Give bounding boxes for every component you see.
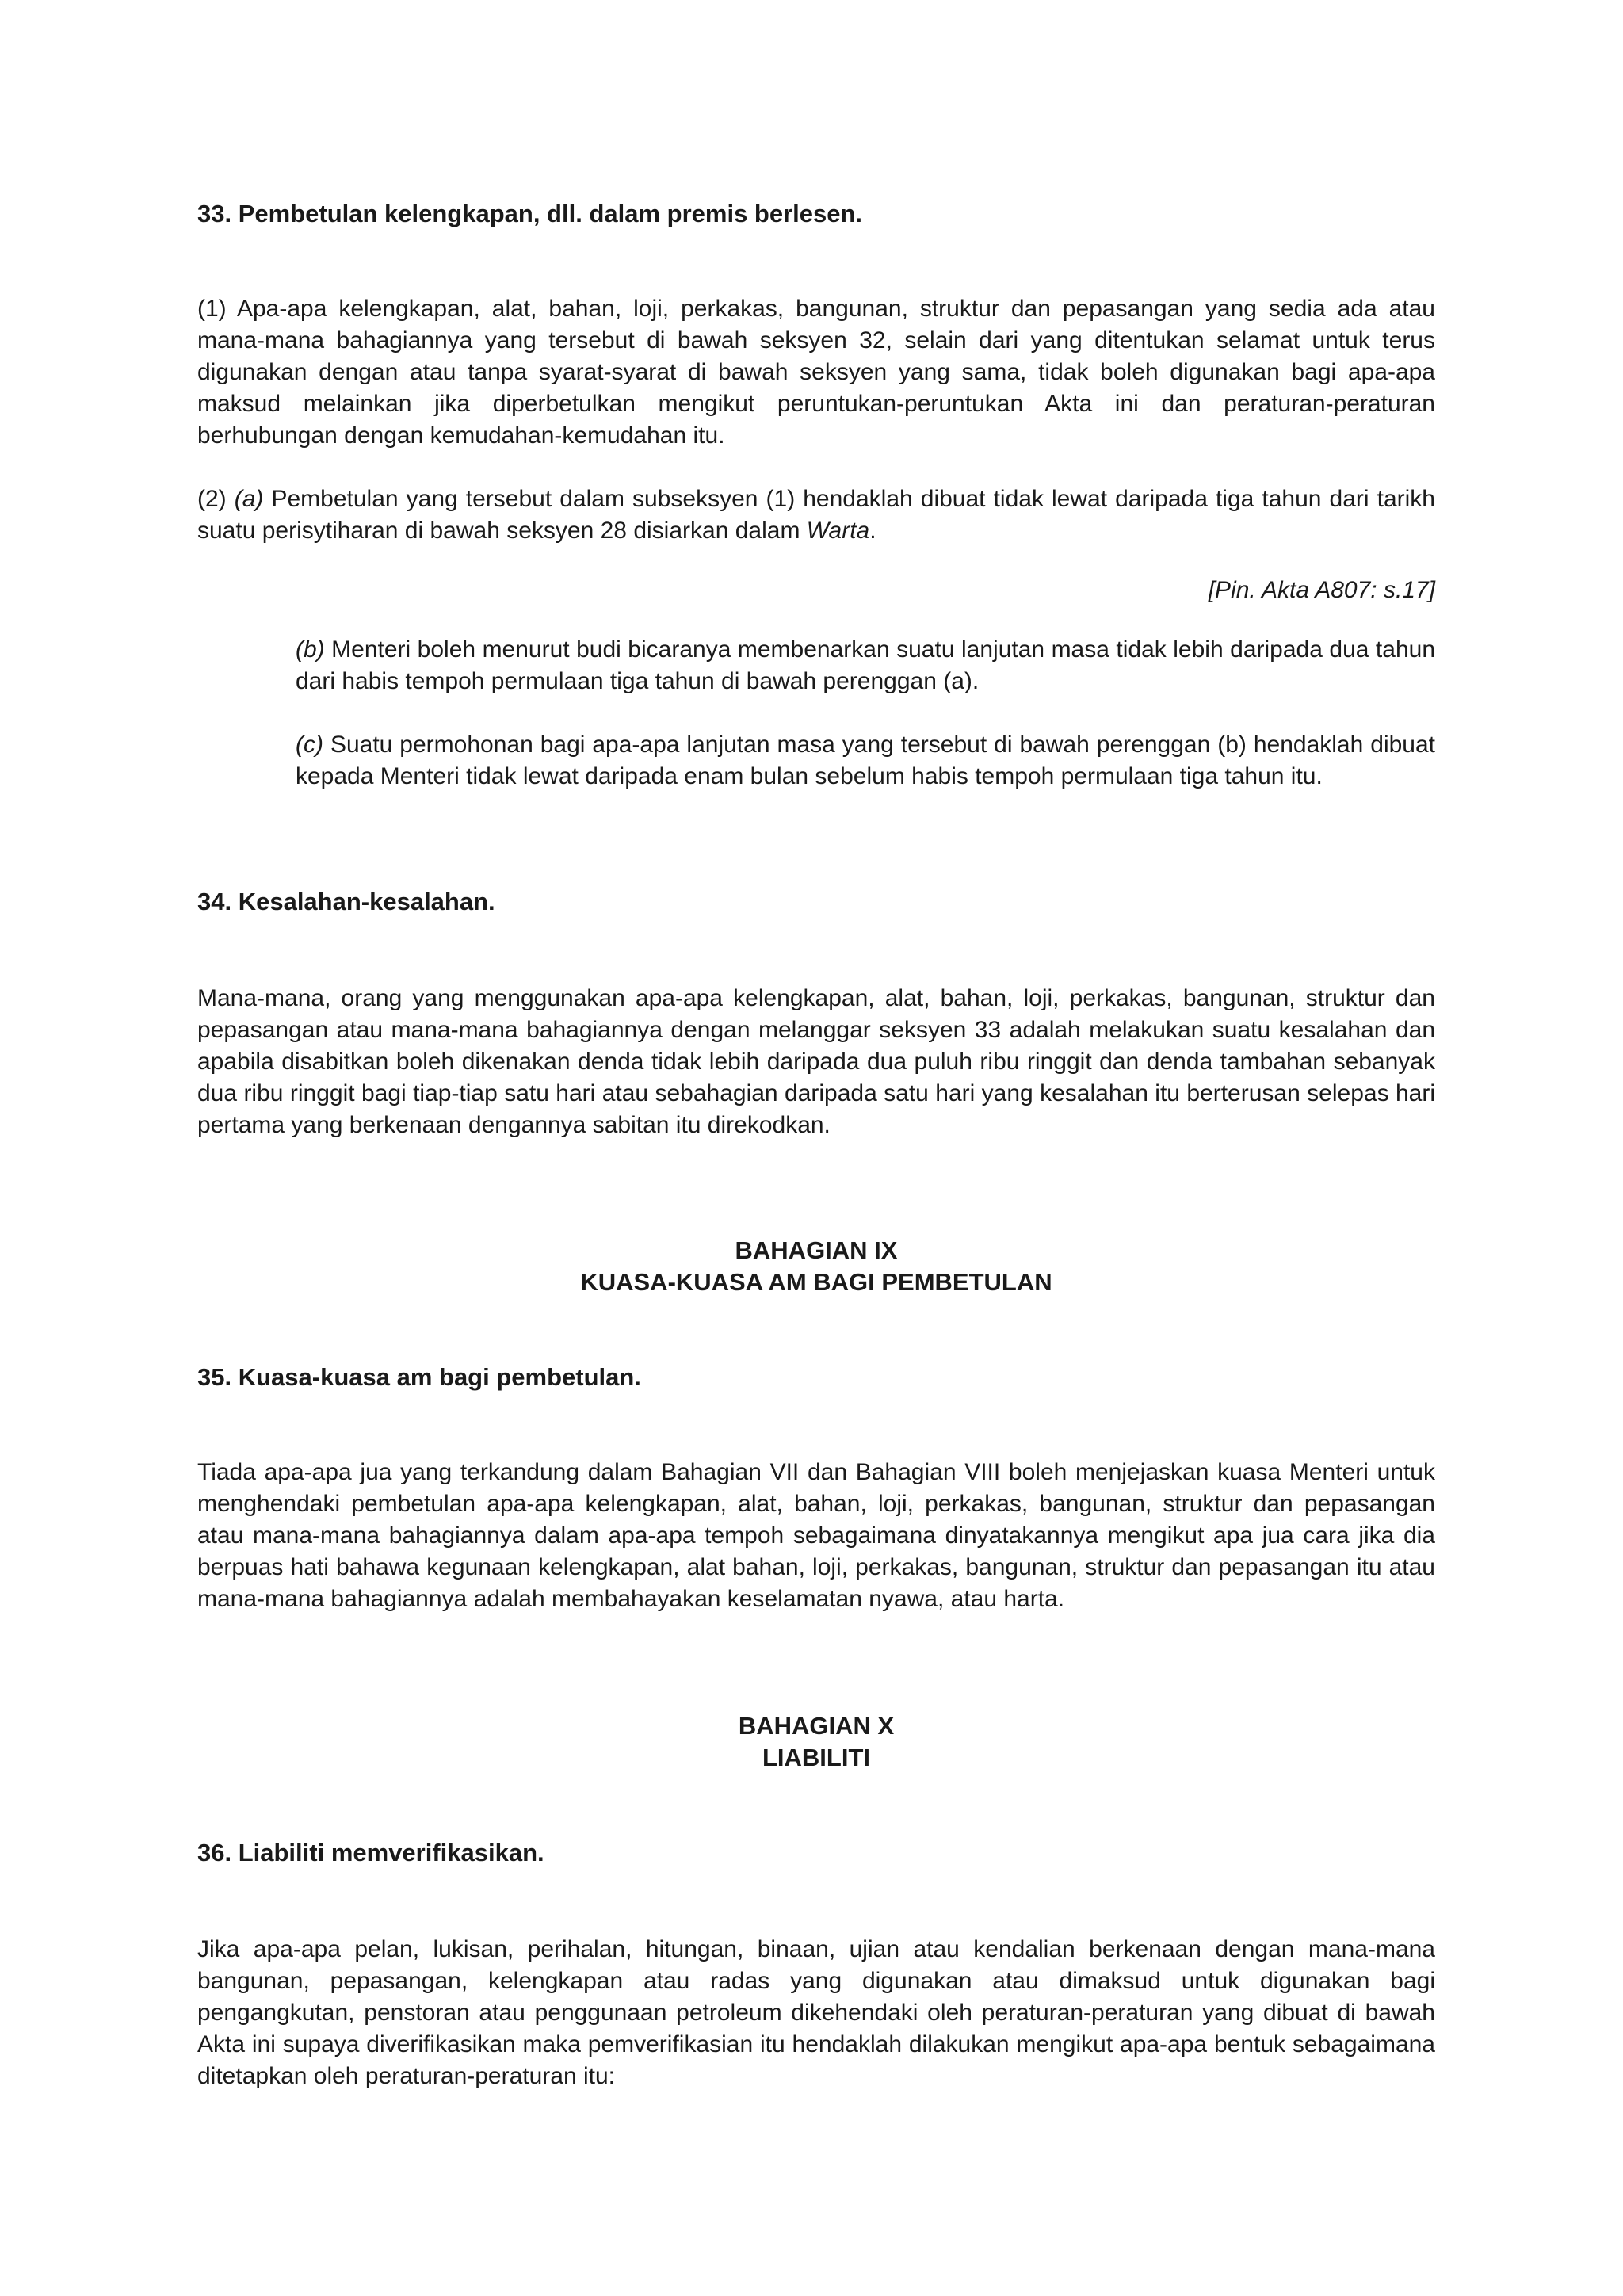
part-9-number: BAHAGIAN IX (735, 1236, 898, 1264)
warta-term: Warta (806, 518, 870, 544)
part-9-title (197, 1235, 1435, 1298)
paragraph-c-text: Suatu permohonan bagi apa-apa lanjutan masa yang tersebut di bawah perenggan (b) hendaklah dibuat kepada Menteri tidak lewat daripada enam bulan sebelum habis tempoh permulaan tiga tahun itu. (296, 732, 1435, 789)
section-35-heading: 35. Kuasa-kuasa am bagi pembetulan. (197, 1363, 641, 1391)
section-36-text: Jika apa-apa pelan, lukisan, perihalan, hitungan, binaan, ujian atau kendalian berkenaan dengan mana-mana bangunan, pepasangan, kelengkapan atau radas yang digunakan atau dimaksud untuk digunakan bagi pengangkutan, penstoran atau penggunaan petroleum dikehendaki oleh peraturan-peraturan yang dibuat di bawah Akta ini supaya diverifikasikan maka pemverifikasian itu hendaklah dilakukan mengikut apa-apa bentuk sebagaimana ditetapkan oleh peraturan-peraturan itu: (197, 1936, 1435, 2089)
document-page (197, 0, 1435, 2296)
section-33-paragraph-b (296, 634, 1435, 697)
paragraph-a-marker: (a) (234, 486, 264, 512)
section-33-subsection-2a (197, 483, 1435, 547)
section-34-text: Mana-mana, orang yang menggunakan apa-apa kelengkapan, alat, bahan, loji, perkakas, bangunan, struktur dan pepasangan atau mana-mana bahagiannya dengan melanggar seksyen 33 adalah melakukan suatu kesalahan dan apabila disabitkan boleh dikenakan denda tidak lebih daripada dua puluh ribu ringgit dan denda tambahan sebanyak dua ribu ringgit bagi tiap-tiap satu hari atau sebahagian daripada satu hari yang kesalahan itu berterusan selepas hari pertama yang berkenaan dengannya sabitan itu direkodkan. (197, 985, 1435, 1138)
paragraph-b-text: Menteri boleh menurut budi bicaranya membenarkan suatu lanjutan masa tidak lebih daripada dua tahun dari habis tempoh permulaan tiga tahun di bawah perenggan (a). (296, 636, 1435, 694)
section-34-heading: 34. Kesalahan-kesalahan. (197, 888, 495, 915)
part-9-name: KUASA-KUASA AM BAGI PEMBETULAN (580, 1268, 1052, 1296)
section-33-subsection-1: (1) Apa-apa kelengkapan, alat, bahan, loji, perkakas, bangunan, struktur dan pepasangan yang sedia ada atau mana-mana bahagiannya yang tersebut di bawah seksyen 32, selain dari yang ditentukan selamat untuk terus digunakan dengan atau tanpa syarat-syarat di bawah seksyen yang sama, tidak boleh digunakan bagi apa-apa maksud melainkan jika diperbetulkan mengikut peruntukan-peruntukan Akta ini dan peraturan-peraturan berhubungan dengan kemudahan-kemudahan itu. (197, 296, 1435, 449)
section-33-heading: 33. Pembetulan kelengkapan, dll. dalam premis berlesen. (197, 200, 863, 227)
section-33-paragraph-c (296, 729, 1435, 793)
part-10-name: LIABILITI (762, 1744, 871, 1771)
part-10-number: BAHAGIAN X (738, 1712, 895, 1740)
subsection-2-prefix: (2) (197, 486, 235, 512)
amendment-note: [Pin. Akta A807: s.17] (1208, 577, 1435, 603)
subsection-2a-text: Pembetulan yang tersebut dalam subseksyen (1) hendaklah dibuat tidak lewat daripada tiga tahun dari tarikh suatu perisytiharan di bawah seksyen 28 disiarkan dalam (197, 486, 1435, 544)
section-35-text: Tiada apa-apa jua yang terkandung dalam Bahagian VII dan Bahagian VIII boleh menjejaskan kuasa Menteri untuk menghendaki pembetulan apa-apa kelengkapan, alat, bahan, loji, perkakas, bangunan, struktur dan pepasangan atau mana-mana bahagiannya dalam apa-apa tempoh sebagaimana dinyatakannya mengikut apa jua cara jika dia berpuas hati bahawa kegunaan kelengkapan, alat bahan, loji, perkakas, bangunan, struktur dan pepasangan itu atau mana-mana bahagiannya adalah membahayakan keselamatan nyawa, atau harta. (197, 1459, 1435, 1612)
part-10-title (197, 1710, 1435, 1774)
subsection-2a-end: . (869, 518, 876, 544)
paragraph-b-marker: (b) (296, 636, 325, 663)
paragraph-c-marker: (c) (296, 732, 323, 758)
section-36-heading: 36. Liabiliti memverifikasikan. (197, 1839, 544, 1866)
